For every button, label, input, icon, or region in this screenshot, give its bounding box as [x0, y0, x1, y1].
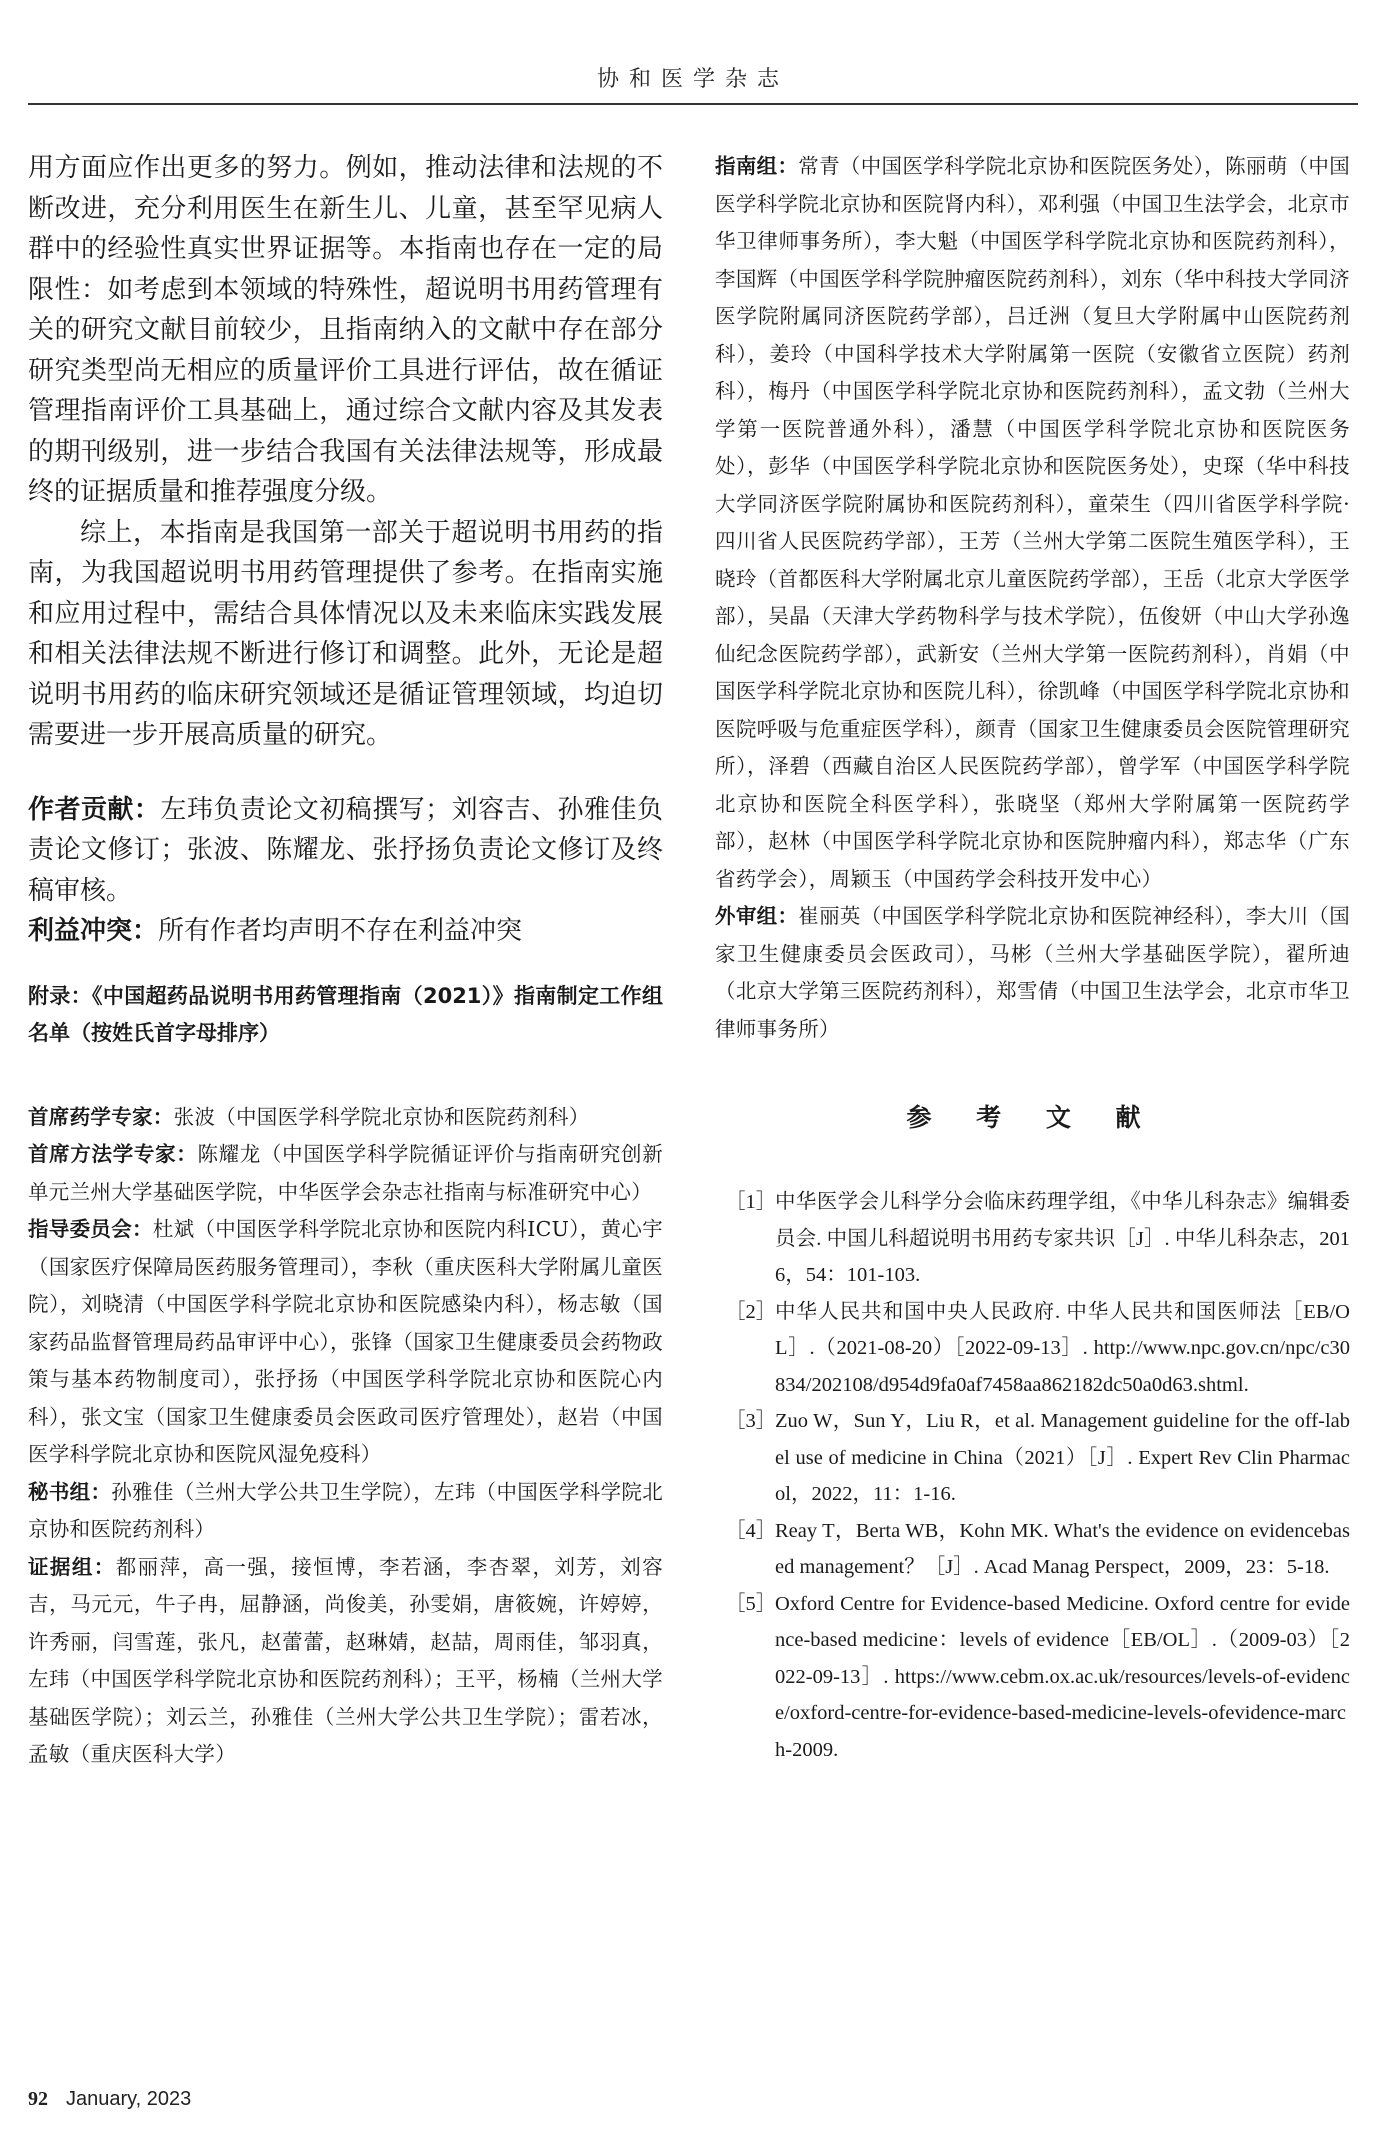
chief-method-text: 陈耀龙（中国医学科学院循证评价与指南研究创新单元兰州大学基础医学院，中华医学会杂志社指南与标准研究中心）	[28, 1142, 663, 1204]
reference-item	[715, 1586, 1350, 1769]
reference-item	[715, 1184, 1350, 1294]
discussion-paragraph: 用方面应作出更多的努力。例如，推动法律和法规的不断改进，充分利用医生在新生儿、儿童，甚至罕见病人群中的经验性真实世界证据等。本指南也存在一定的局限性：如考虑到本领域的特殊性，超说明书用药管理有关的研究文献目前较少，且指南纳入的文献中存在部分研究类型尚无相应的质量评价工具进行评估，故在循证管理指南评价工具基础上，通过综合文献内容及其发表的期刊级别，进一步结合我国有关法律法规等，形成最终的证据质量和推荐强度分级。	[28, 153, 663, 507]
issue-date: January, 2023	[66, 2088, 192, 2110]
secretary-group	[28, 1474, 663, 1549]
secretary-text: 孙雅佳（兰州大学公共卫生学院），左玮（中国医学科学院北京协和医院药剂科）	[28, 1479, 663, 1541]
reference-number: ［5］	[725, 1592, 777, 1615]
evidence-text: 都丽萍，高一强，接恒博，李若涵，李杏翠，刘芳，刘容吉，马元元，牛子冉，屈静涵，尚俊美，孙雯娟，唐筱婉，许婷婷，许秀丽，闫雪莲，张凡，赵蕾蕾，赵琳婧，赵喆，周雨佳，邹羽真，左玮（中国医学科学院北京协和医院药剂科）；王平，杨楠（兰州大学基础医学院）；刘云兰，孙雅佳（兰州大学公共卫生学院）；雷若冰，孟敏（重庆医科大学）	[28, 1554, 664, 1766]
page-number: 92	[28, 2088, 48, 2110]
external-review-group	[715, 898, 1350, 1048]
external-label: 外审组：	[715, 904, 799, 928]
right-column	[715, 148, 1350, 1768]
appendix-title: 附录：《中国超药品说明书用药管理指南（2021）》指南制定工作组名单（按姓氏首字母排序）	[28, 983, 663, 1045]
reference-text: Zuo W，Sun Y，Liu R，et al. Management guideline for the off-label use of medicine in China（2021）［J］. Expert Rev Clin Pharmacol，2022，11：1-16.	[775, 1410, 1350, 1505]
reference-item	[715, 1294, 1350, 1404]
conclusion-paragraph: 综上，本指南是我国第一部关于超说明书用药的指南，为我国超说明书用药管理提供了参考。在指南实施和应用过程中，需结合具体情况以及未来临床实践发展和相关法律法规不断进行修订和调整。此外，无论是超说明书用药的临床研究领域还是循证管理领域，均迫切需要进一步开展高质量的研究。	[28, 517, 663, 750]
reference-item	[715, 1403, 1350, 1513]
page-footer	[28, 2088, 191, 2111]
chief-pharm-label: 首席药学专家：	[28, 1104, 174, 1129]
conflict-text: 所有作者均声明不存在利益冲突	[158, 916, 523, 946]
steering-committee	[28, 1211, 663, 1474]
external-text: 崔丽英（中国医学科学院北京协和医院神经科），李大川（国家卫生健康委员会医政司），马彬（兰州大学基础医学院），翟所迪（北京大学第三医院药剂科），郑雪倩（中国卫生法学会，北京市华卫律师事务所）	[715, 904, 1350, 1041]
evidence-label: 证据组：	[28, 1554, 116, 1579]
reference-text: 中华人民共和国中央人民政府. 中华人民共和国医师法［EB/OL］.（2021-08-20）［2022-09-13］. http://www.npc.gov.cn/npc/c30834/202108/d954d9fa0af7458aa862182dc50a0d63.shtml.	[775, 1300, 1350, 1396]
chief-methodology-expert	[28, 1136, 663, 1211]
reference-number: ［1］	[725, 1191, 777, 1213]
conflict-label: 利益冲突：	[28, 916, 159, 946]
reference-list	[715, 1184, 1350, 1768]
chief-pharm-text: 张波（中国医学科学院北京协和医院药剂科）	[173, 1104, 590, 1129]
reference-item	[715, 1513, 1350, 1586]
guideline-group	[715, 148, 1350, 898]
secretary-label: 秘书组：	[28, 1479, 112, 1504]
author-contributions	[28, 790, 663, 912]
page-header	[28, 0, 1358, 105]
contrib-label: 作者贡献：	[28, 794, 161, 825]
reference-text: Oxford Centre for Evidence-based Medicine. Oxford centre for evidence-based medicine：levels of evidence［EB/OL］.（2009-03）［2022-09-13］. https://www.cebm.ox.ac.uk/resources/levels-of-evidence/oxford-centre-for-evidence-based-medicine-levels-ofevidence-march-2009.	[775, 1592, 1350, 1761]
chief-method-label: 首席方法学专家：	[28, 1142, 198, 1166]
contrib-text: 左玮负责论文初稿撰写；刘容吉、孙雅佳负责论文修订；张波、陈耀龙、张抒扬负责论文修订及终稿审核。	[28, 794, 663, 906]
evidence-group	[28, 1549, 663, 1774]
reference-number: ［3］	[725, 1410, 777, 1432]
reference-number: ［4］	[725, 1519, 777, 1542]
journal-title: 协和医学杂志	[596, 67, 789, 92]
reference-text: 中华医学会儿科学分会临床药理学组，《中华儿科杂志》编辑委员会. 中国儿科超说明书用药专家共识［J］. 中华儿科杂志，2016，54：101-103.	[775, 1191, 1350, 1286]
conflict-of-interest	[28, 911, 663, 952]
reference-number: ［2］	[725, 1300, 777, 1323]
guide-label: 指南组：	[715, 154, 799, 178]
steering-label: 指导委员会：	[28, 1217, 153, 1241]
chief-pharmacy-expert	[28, 1099, 663, 1137]
guide-text: 常青（中国医学科学院北京协和医院医务处），陈丽萌（中国医学科学院北京协和医院肾内科），邓利强（中国卫生法学会，北京市华卫律师事务所），李大魁（中国医学科学院北京协和医院药剂科），李国辉（中国医学科学院肿瘤医院药剂科），刘东（华中科技大学同济医学院附属同济医院药学部），吕迁洲（复旦大学附属中山医院药剂科），姜玲（中国科学技术大学附属第一医院（安徽省立医院）药剂科），梅丹（中国医学科学院北京协和医院药剂科），孟文勃（兰州大学第一医院普通外科），潘慧（中国医学科学院北京协和医院医务处），彭华（中国医学科学院北京协和医院医务处），史琛（华中科技大学同济医学院附属协和医院药剂科），童荣生（四川省医学科学院·四川省人民医院药学部），王芳（兰州大学第二医院生殖医学科），王晓玲（首都医科大学附属北京儿童医院药学部），王岳（北京大学医学部），吴晶（天津大学药物科学与技术学院），伍俊妍（中山大学孙逸仙纪念医院药学部），武新安（兰州大学第一医院药剂科），肖娟（中国医学科学院北京协和医院儿科），徐凯峰（中国医学科学院北京协和医院呼吸与危重症医学科），颜青（国家卫生健康委员会医院管理研究所），泽碧（西藏自治区人民医院药学部），曾学军（中国医学科学院北京协和医院全科医学科），张晓坚（郑州大学附属第一医院药学部），赵林（中国医学科学院北京协和医院肿瘤内科），郑志华（广东省药学会），周颖玉（中国药学会科技开发中心）	[715, 154, 1350, 891]
references-heading: 参 考 文 献	[906, 1103, 1159, 1132]
reference-text: Reay T，Berta WB，Kohn MK. What's the evidence on evidencebased management？［J］. Acad Manag Perspect，2009，23：5-18.	[775, 1519, 1350, 1578]
left-column	[28, 148, 663, 1774]
steering-text: 杜斌（中国医学科学院北京协和医院内科ICU），黄心宇（国家医疗保障局医药服务管理司），李秋（重庆医科大学附属儿童医院），刘晓清（中国医学科学院北京协和医院感染内科），杨志敏（国家药品监督管理局药品审评中心），张锋（国家卫生健康委员会药物政策与基本药物制度司），张抒扬（中国医学科学院北京协和医院心内科），张文宝（国家卫生健康委员会医政司医疗管理处），赵岩（中国医学科学院北京协和医院风湿免疫科）	[28, 1217, 663, 1466]
